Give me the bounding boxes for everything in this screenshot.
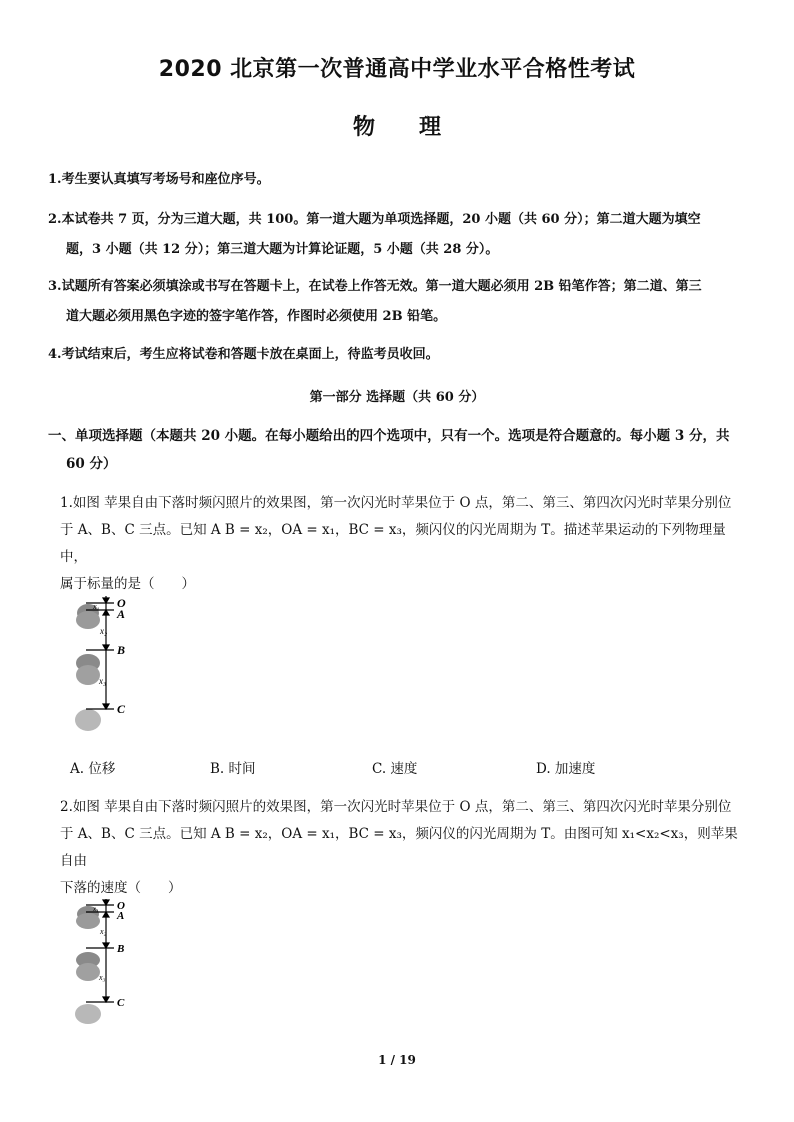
question-1-line-3: 属于标量的是（ ）	[60, 576, 195, 592]
note-2	[48, 205, 748, 265]
question-1-line-1: 如图 苹果自由下落时频闪照片的效果图，第一次闪光时苹果位于 O 点，第二、第三、第四次闪光时苹果分别位	[72, 495, 732, 511]
apple-icon	[75, 1004, 101, 1024]
point-b-label: B	[117, 943, 125, 955]
note-1	[48, 165, 748, 195]
x2-label: x₂	[100, 626, 108, 636]
note-4	[48, 340, 748, 370]
question-1-line-2: 于 A、B、C 三点。已知 A B = x₂，OA = x₁，BC = x₃，频闪仪的闪光周期为 T。描述苹果运动的下列物理量中，	[60, 522, 726, 565]
question-1-number: 1.	[60, 495, 73, 511]
point-c-label: C	[117, 702, 126, 716]
point-o-label: O	[117, 596, 126, 610]
q1-option-a: A. 位移	[70, 761, 116, 777]
page-number: 1 / 19	[378, 1053, 416, 1067]
x1-label: x₁	[93, 602, 100, 611]
point-c-label: C	[117, 997, 125, 1009]
note-1-line: 1.考生要认真填写考场号和座位序号。	[48, 172, 270, 187]
apple-fall-figure-2	[66, 896, 146, 1030]
apple-icon	[76, 952, 100, 981]
exam-title: 2020 北京第一次普通高中学业水平合格性考试	[158, 57, 636, 82]
question-2-line-1: 如图 苹果自由下落时频闪照片的效果图，第一次闪光时苹果位于 O 点，第二、第三、第四次闪光时苹果分别位	[72, 799, 732, 815]
question-2-line-3: 下落的速度（ ）	[60, 880, 182, 896]
part-one-line-1: 一、单项选择题（本题共 20 小题。在每小题给出的四个选项中，只有一个。选项是符合题意的。每小题 3 分，共	[48, 428, 730, 444]
point-b-label: B	[117, 643, 126, 657]
point-a-label: A	[117, 607, 126, 621]
note-3-line-2: 道大题必须用黑色字迹的签字笔作答，作图时必须使用 2B 铅笔。	[66, 309, 447, 324]
x1-label: x₁	[93, 905, 99, 913]
point-a-label: A	[117, 910, 125, 922]
x3-label: x₃	[99, 973, 106, 982]
x3-label: x₃	[99, 676, 107, 686]
q1-option-c: C. 速度	[372, 761, 418, 777]
note-3	[48, 272, 748, 332]
note-2-line-2: 题，3 小题（共 12 分）；第三道大题为计算论证题，5 小题（共 28 分）。	[66, 242, 499, 257]
part-one-line-2: 60 分）	[66, 456, 117, 472]
q1-option-d: D. 加速度	[536, 761, 596, 777]
note-4-line: 4.考试结束后，考生应将试卷和答题卡放在桌面上，待监考员收回。	[48, 347, 439, 362]
apple-fall-figure-1	[66, 592, 146, 738]
note-2-line-1: 2.本试卷共 7 页，分为三道大题，共 100。第一道大题为单项选择题，20 小题（共 60 分）；第二道大题为填空	[48, 212, 701, 227]
note-3-line-1: 3.试题所有答案必须填涂或书写在答题卡上，在试卷上作答无效。第一道大题必须用 2B 铅笔作答；第二道、第三	[48, 279, 702, 294]
x2-label: x₂	[100, 927, 107, 936]
subject-title: 物理	[352, 115, 485, 140]
question-2-number: 2.	[60, 799, 73, 815]
question-2	[60, 794, 750, 902]
section-heading: 第一部分 选择题（共 60 分）	[309, 390, 485, 405]
question-1	[60, 490, 750, 598]
question-2-line-2: 于 A、B、C 三点。已知 A B = x₂，OA = x₁，BC = x₃，频闪仪的闪光周期为 T。由图可知 x₁<x₂<x₃，则苹果自由	[60, 826, 738, 869]
q1-option-b: B. 时间	[210, 761, 256, 777]
apple-icon	[75, 709, 101, 731]
part-one-heading	[48, 422, 748, 478]
point-o-label: O	[117, 900, 125, 912]
apple-icon	[76, 654, 100, 685]
